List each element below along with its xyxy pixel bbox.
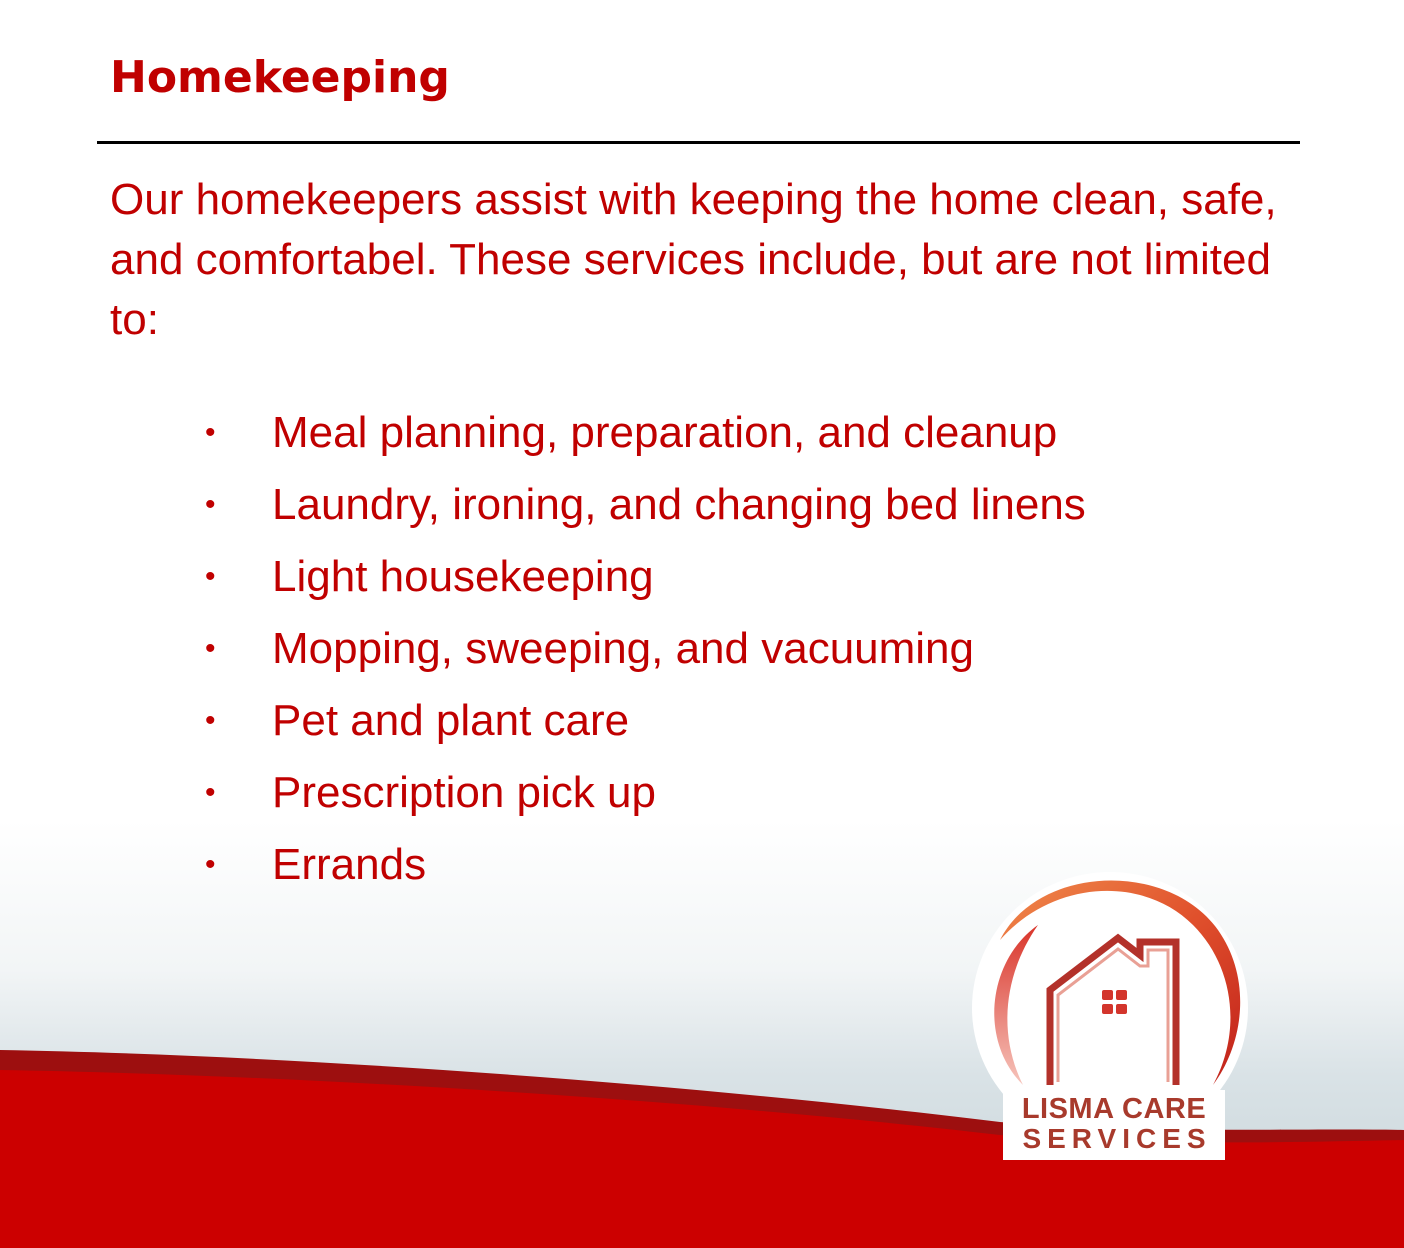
service-label: Laundry, ironing, and changing bed linens [272, 480, 1086, 529]
bullet: • [205, 632, 216, 665]
service-label: Mopping, sweeping, and vacuuming [272, 624, 975, 673]
service-label: Meal planning, preparation, and cleanup [272, 408, 1058, 457]
bullet: • [205, 848, 216, 881]
logo-line-1: LISMA CARE [1021, 1093, 1207, 1125]
logo-text-box [1003, 1090, 1225, 1160]
bullet: • [205, 560, 216, 593]
bullet: • [205, 488, 216, 521]
page-title: Homekeeping [110, 52, 450, 103]
service-label: Pet and plant care [272, 696, 630, 745]
bullet: • [205, 776, 216, 809]
service-label: Light housekeeping [272, 552, 654, 601]
service-label: Prescription pick up [272, 768, 656, 817]
logo-line-2: SERVICES [1022, 1123, 1212, 1154]
company-logo [968, 870, 1252, 1164]
service-label: Errands [272, 840, 427, 889]
bullet: • [205, 704, 216, 737]
title-divider [97, 141, 1300, 144]
bullet: • [205, 416, 216, 449]
intro-paragraph: Our homekeepers assist with keeping the home clean, safe, and comfortabel. These services include, but are not limited to: [110, 175, 1277, 344]
